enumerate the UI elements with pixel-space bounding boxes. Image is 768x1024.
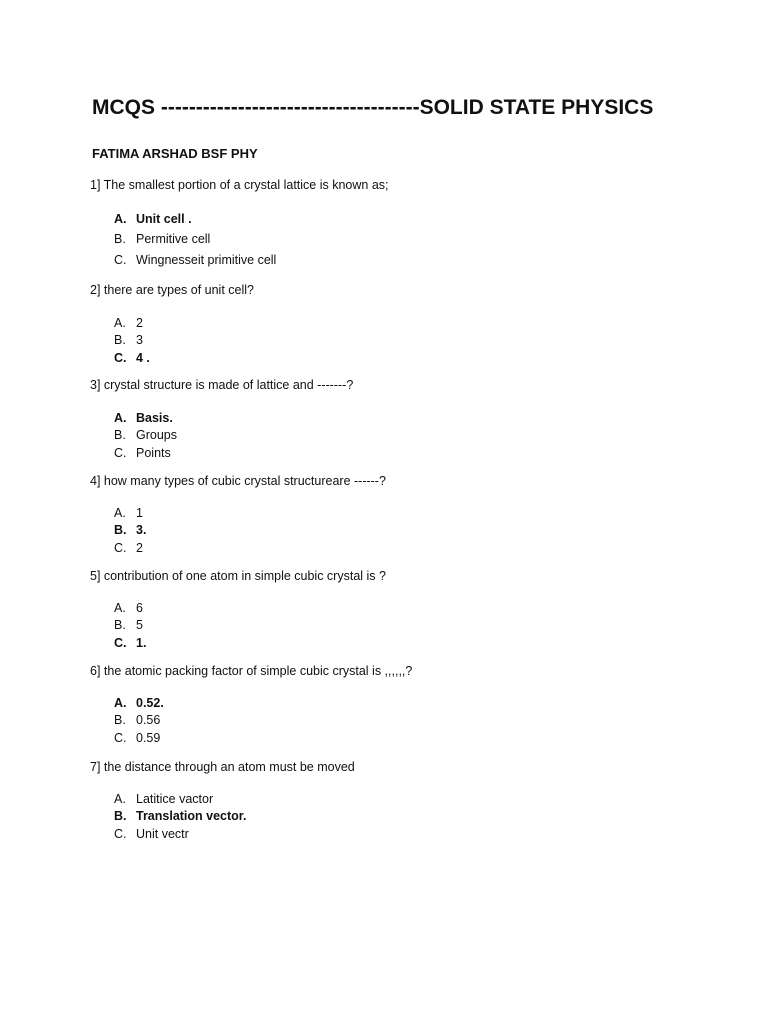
option-letter: B.: [114, 428, 126, 443]
option-6a: [114, 694, 164, 712]
option-text: 5: [136, 618, 143, 633]
options-5: [114, 599, 146, 652]
option-7b: [114, 808, 246, 826]
options-7: [114, 790, 246, 843]
title-dashes: -------------------------------------: [160, 96, 420, 119]
option-4a: [114, 504, 146, 522]
option-6b: [114, 712, 164, 730]
option-text: Basis.: [136, 410, 173, 425]
option-4b: [114, 522, 146, 540]
option-letter: B.: [114, 523, 127, 538]
document-title: [92, 96, 653, 120]
option-text: Groups: [136, 428, 177, 443]
option-letter: C.: [114, 540, 127, 555]
title-right: SOLID STATE PHYSICS: [419, 96, 654, 119]
question-6: 6] the atomic packing factor of simple cubic crystal is ,,,,,,?: [90, 664, 413, 678]
option-2a: [114, 314, 150, 332]
option-text: Translation vector.: [136, 809, 247, 824]
options-4: [114, 504, 146, 557]
option-text: Latitice vactor: [136, 791, 214, 806]
option-2c: [114, 349, 150, 367]
option-letter: A.: [114, 315, 126, 330]
option-text: 4 .: [136, 350, 150, 365]
option-text: Points: [136, 445, 171, 460]
option-letter: A.: [114, 505, 126, 520]
option-7a: [114, 790, 246, 808]
option-text: 1: [136, 505, 143, 520]
option-1b: [114, 231, 276, 249]
option-letter: A.: [114, 600, 126, 615]
option-5a: [114, 599, 146, 617]
option-text: Unit vectr: [136, 826, 189, 841]
title-left: MCQS: [92, 96, 155, 119]
option-letter: A.: [114, 695, 127, 710]
option-letter: B.: [114, 232, 126, 247]
option-text: 3.: [136, 523, 147, 538]
option-letter: B.: [114, 809, 127, 824]
option-letter: A.: [114, 211, 127, 226]
option-text: 3: [136, 333, 143, 348]
option-5c: [114, 634, 146, 652]
question-4: 4] how many types of cubic crystal structureare ------?: [90, 474, 386, 488]
option-3b: [114, 427, 177, 445]
option-letter: C.: [114, 826, 127, 841]
option-text: 2: [136, 315, 143, 330]
option-2b: [114, 332, 150, 350]
option-letter: B.: [114, 333, 126, 348]
option-7c: [114, 825, 246, 843]
question-3: 3] crystal structure is made of lattice and -------?: [90, 378, 354, 392]
option-letter: C.: [114, 252, 127, 267]
option-text: 1.: [136, 635, 147, 650]
option-text: Permitive cell: [136, 232, 211, 247]
option-letter: A.: [114, 410, 127, 425]
question-5: 5] contribution of one atom in simple cubic crystal is ?: [90, 569, 386, 583]
question-7: 7] the distance through an atom must be moved: [90, 760, 355, 774]
option-letter: C.: [114, 730, 127, 745]
option-1a: [114, 210, 276, 228]
options-3: [114, 409, 177, 462]
option-text: 0.56: [136, 713, 161, 728]
option-text: 0.59: [136, 730, 161, 745]
option-text: Wingnesseit primitive cell: [136, 252, 277, 267]
options-2: [114, 314, 150, 367]
option-1c: [114, 251, 276, 269]
option-text: 0.52.: [136, 695, 164, 710]
question-2: 2] there are types of unit cell?: [90, 283, 254, 297]
option-letter: C.: [114, 635, 127, 650]
option-text: 6: [136, 600, 143, 615]
option-text: 2: [136, 540, 143, 555]
option-5b: [114, 617, 146, 635]
options-1: [114, 210, 276, 269]
options-6: [114, 694, 164, 747]
option-letter: B.: [114, 618, 126, 633]
option-text: Unit cell .: [136, 211, 192, 226]
option-6c: [114, 729, 164, 747]
author-line: FATIMA ARSHAD BSF PHY: [92, 146, 258, 161]
option-letter: C.: [114, 445, 127, 460]
option-3a: [114, 409, 177, 427]
option-letter: A.: [114, 791, 126, 806]
option-letter: C.: [114, 350, 127, 365]
option-letter: B.: [114, 713, 126, 728]
question-1: 1] The smallest portion of a crystal lattice is known as;: [90, 178, 389, 192]
option-3c: [114, 444, 177, 462]
option-4c: [114, 539, 146, 557]
